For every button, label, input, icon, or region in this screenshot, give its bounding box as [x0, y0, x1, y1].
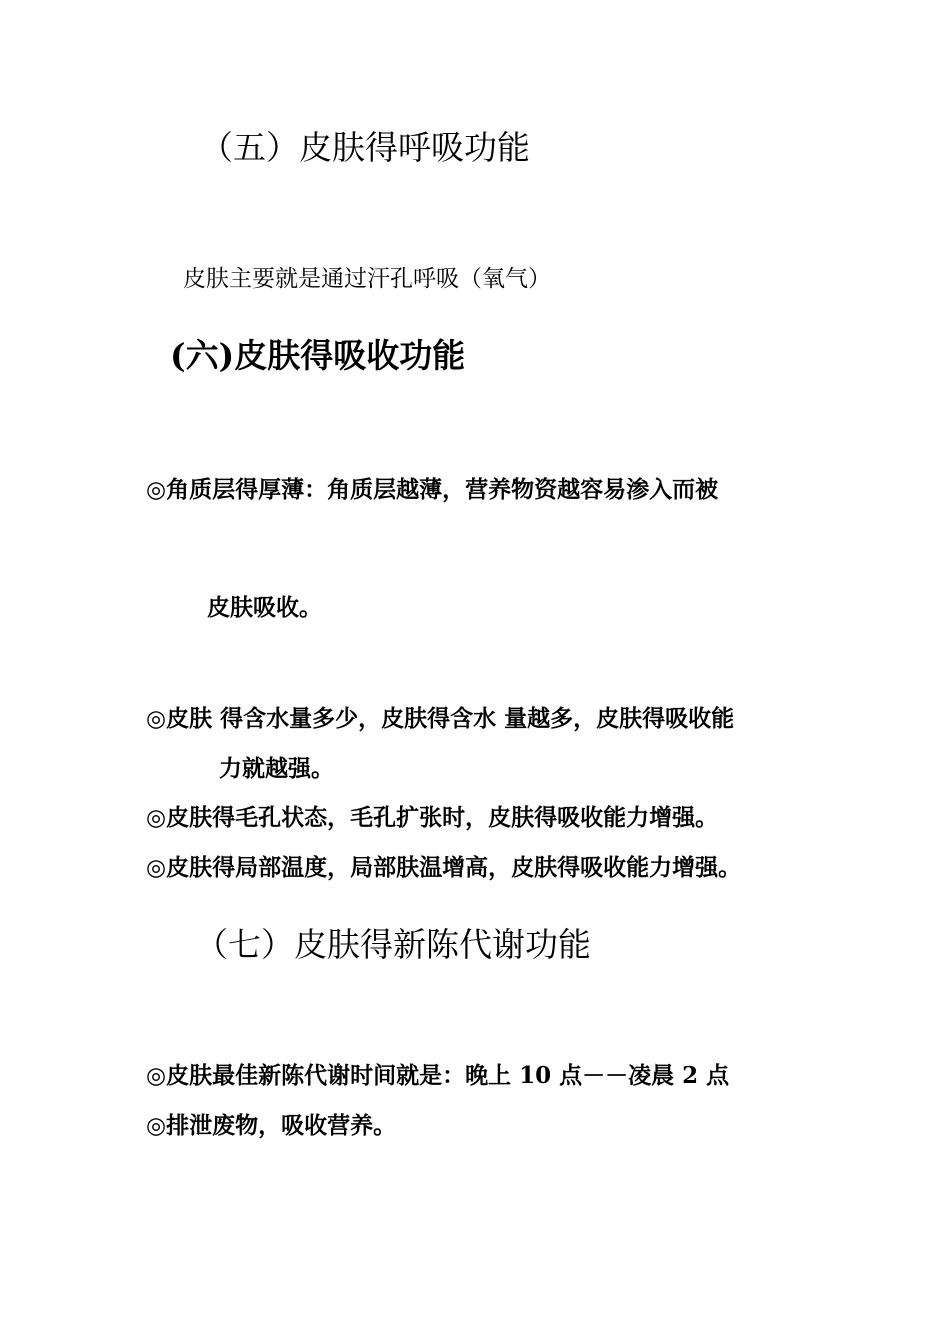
section-heading-6: (六)皮肤得吸收功能: [170, 336, 466, 375]
section-heading-7: （七）皮肤得新陈代谢功能: [195, 925, 591, 964]
section-heading-5: （五）皮肤得呼吸功能: [200, 128, 530, 167]
paragraph-line: 力就越强。: [219, 755, 334, 782]
paragraph-line: 皮肤主要就是通过汗孔呼吸（氧气）: [183, 266, 551, 292]
paragraph-line: ◎皮肤得局部温度，局部肤温增高，皮肤得吸收能力增强。: [146, 854, 742, 881]
paragraph-line: 皮肤吸收。: [207, 594, 322, 621]
paragraph-line: ◎皮肤 得含水量多少，皮肤得含水 量越多，皮肤得吸收能: [146, 705, 735, 732]
paragraph-line: ◎皮肤得毛孔状态，毛孔扩张时，皮肤得吸收能力增强。: [146, 804, 719, 831]
paragraph-line: ◎排泄废物，吸收营养。: [146, 1112, 397, 1139]
paragraph-line: ◎皮肤最佳新陈代谢时间就是：晚上 10 点－－凌晨 2 点: [146, 1062, 730, 1089]
paragraph-line: ◎角质层得厚薄：角质层越薄，营养物资越容易渗入而被: [146, 476, 719, 503]
